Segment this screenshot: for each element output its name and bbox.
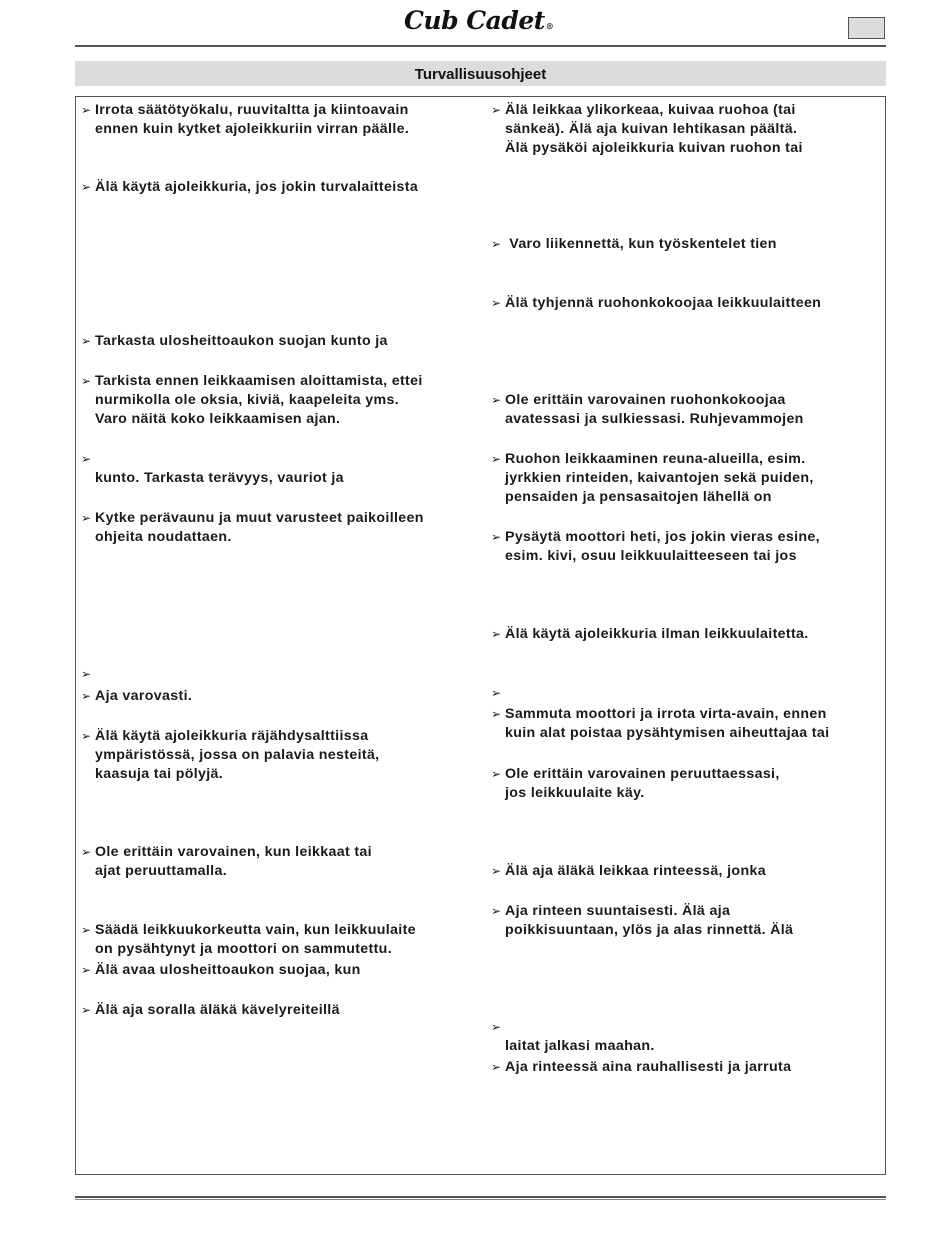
instruction-item: [81, 178, 418, 197]
instruction-item: [81, 727, 379, 784]
instruction-text: kuin alat poistaa pysähtymisen aiheuttajaa tai: [505, 725, 830, 741]
bullet-arrow-icon: ➢: [491, 103, 502, 117]
instruction-text: kunto. Tarkasta terävyys, vauriot ja: [95, 470, 344, 486]
instruction-text: Pysäytä moottori heti, jos jokin vieras esine,: [505, 529, 820, 545]
instruction-item: [81, 372, 423, 429]
instruction-text: Kytke perävaunu ja muut varusteet paikoilleen: [95, 510, 424, 526]
instruction-item: [491, 765, 780, 803]
bullet-arrow-icon: ➢: [491, 296, 502, 310]
instruction-text: Ole erittäin varovainen, kun leikkaat tai: [95, 844, 372, 860]
instruction-text: Ole erittäin varovainen peruuttaessasi,: [505, 766, 780, 782]
instruction-text: Ole erittäin varovainen ruohonkokoojaa: [505, 392, 786, 408]
instruction-text: ympäristössä, jossa on palavia nesteitä,: [95, 747, 380, 763]
instruction-item: [491, 1018, 655, 1056]
instruction-text: Älä avaa ulosheittoaukon suojaa, kun: [95, 962, 361, 978]
instruction-text: Älä aja äläkä leikkaa rinteessä, jonka: [505, 863, 766, 879]
instruction-item: [81, 665, 95, 684]
bullet-arrow-icon: ➢: [81, 334, 92, 348]
instruction-item: [491, 294, 821, 313]
instruction-item: [81, 332, 388, 351]
instruction-item: [81, 509, 424, 547]
instruction-text: poikkisuuntaan, ylös ja alas rinnettä. Älä: [505, 922, 794, 938]
instruction-item: [491, 902, 793, 940]
bullet-arrow-icon: ➢: [81, 923, 92, 937]
bullet-arrow-icon: ➢: [81, 103, 92, 117]
instruction-text: laitat jalkasi maahan.: [505, 1038, 655, 1054]
instruction-item: [81, 101, 409, 139]
bullet-arrow-icon: ➢: [81, 180, 92, 194]
brand-logo: Cub Cadet®: [404, 6, 554, 35]
bullet-arrow-icon: ➢: [491, 1060, 502, 1074]
instruction-text: Aja rinteen suuntaisesti. Älä aja: [505, 903, 731, 919]
bullet-arrow-icon: ➢: [81, 667, 92, 681]
bullet-arrow-icon: ➢: [491, 707, 502, 721]
instruction-item: [491, 684, 505, 703]
bullet-arrow-icon: ➢: [491, 393, 502, 407]
instruction-item: [491, 101, 803, 158]
instruction-text: Aja varovasti.: [95, 688, 193, 704]
bullet-arrow-icon: ➢: [491, 1020, 502, 1034]
header-rule: [75, 45, 886, 47]
instruction-text: Älä käytä ajoleikkuria ilman leikkuulaitetta.: [505, 626, 809, 642]
instruction-item: [81, 687, 192, 706]
instruction-text: on pysähtynyt ja moottori on sammutettu.: [95, 941, 392, 957]
bullet-arrow-icon: ➢: [81, 1003, 92, 1017]
bullet-arrow-icon: ➢: [491, 452, 502, 466]
instruction-text: Tarkista ennen leikkaamisen aloittamista, ettei: [95, 373, 423, 389]
bullet-arrow-icon: ➢: [81, 689, 92, 703]
section-title: Turvallisuusohjeet: [75, 61, 886, 86]
page-number-box: [848, 17, 885, 39]
instruction-text: jyrkkien rinteiden, kaivantojen sekä puiden,: [505, 470, 814, 486]
instruction-text: Älä käytä ajoleikkuria räjähdysalttiissa: [95, 728, 369, 744]
instruction-item: [491, 450, 814, 507]
bullet-arrow-icon: ➢: [81, 845, 92, 859]
footer-rule: [75, 1196, 886, 1198]
instruction-text: Älä pysäköi ajoleikkuria kuivan ruohon tai: [505, 140, 803, 156]
instruction-text: Tarkasta ulosheittoaukon suojan kunto ja: [95, 333, 388, 349]
footer-rule-thin: [75, 1199, 886, 1200]
instruction-text: Ruohon leikkaaminen reuna-alueilla, esim.: [505, 451, 806, 467]
instruction-text: ennen kuin kytket ajoleikkuriin virran päälle.: [95, 121, 410, 137]
instruction-item: [491, 705, 829, 743]
bullet-arrow-icon: ➢: [81, 374, 92, 388]
instruction-text: nurmikolla ole oksia, kiviä, kaapeleita yms.: [95, 392, 400, 408]
instruction-text: avatessasi ja sulkiessasi. Ruhjevammojen: [505, 411, 804, 427]
instruction-item: [81, 450, 344, 488]
bullet-arrow-icon: ➢: [491, 627, 502, 641]
brand-logo-text: Cub Cadet: [404, 6, 545, 35]
instruction-text: esim. kivi, osuu leikkuulaitteeseen tai jos: [505, 548, 797, 564]
instruction-item: [81, 961, 361, 980]
instruction-text: Älä leikkaa ylikorkeaa, kuivaa ruohoa (tai: [505, 102, 796, 118]
instruction-text: Aja rinteessä aina rauhallisesti ja jarruta: [505, 1059, 792, 1075]
bullet-arrow-icon: ➢: [491, 904, 502, 918]
instruction-text: kaasuja tai pölyjä.: [95, 766, 224, 782]
instruction-text: Älä aja soralla äläkä kävelyreiteillä: [95, 1002, 340, 1018]
instruction-text: Sammuta moottori ja irrota virta-avain, ennen: [505, 706, 827, 722]
instruction-text: jos leikkuulaite käy.: [505, 785, 645, 801]
instruction-text: Älä käytä ajoleikkuria, jos jokin turvalaitteista: [95, 179, 419, 195]
bullet-arrow-icon: ➢: [81, 729, 92, 743]
bullet-arrow-icon: ➢: [491, 864, 502, 878]
instruction-item: [81, 1001, 340, 1020]
instruction-text: Säädä leikkuukorkeutta vain, kun leikkuulaite: [95, 922, 416, 938]
instruction-text: ohjeita noudattaen.: [95, 529, 232, 545]
bullet-arrow-icon: ➢: [81, 511, 92, 525]
instruction-item: [491, 391, 804, 429]
instruction-text: Älä tyhjennä ruohonkokoojaa leikkuulaitteen: [505, 295, 822, 311]
instruction-text: Irrota säätötyökalu, ruuvitaltta ja kiintoavain: [95, 102, 409, 118]
instruction-item: [491, 862, 766, 881]
instruction-item: [491, 235, 777, 254]
bullet-arrow-icon: ➢: [491, 530, 502, 544]
instruction-item: [81, 921, 416, 959]
instruction-text: ajat peruuttamalla.: [95, 863, 228, 879]
bullet-arrow-icon: ➢: [81, 452, 92, 466]
instruction-item: [491, 625, 809, 644]
instruction-item: [491, 1058, 791, 1077]
instruction-item: [81, 843, 372, 881]
instruction-text: Varo liikennettä, kun työskentelet tien: [505, 236, 777, 252]
bullet-arrow-icon: ➢: [81, 963, 92, 977]
instruction-text: pensaiden ja pensasaitojen lähellä on: [505, 489, 772, 505]
bullet-arrow-icon: ➢: [491, 686, 502, 700]
bullet-arrow-icon: ➢: [491, 767, 502, 781]
instruction-text: sänkeä). Älä aja kuivan lehtikasan päältä.: [505, 121, 798, 137]
bullet-arrow-icon: ➢: [491, 237, 502, 251]
instruction-text: Varo näitä koko leikkaamisen ajan.: [95, 411, 341, 427]
instruction-item: [491, 528, 820, 566]
